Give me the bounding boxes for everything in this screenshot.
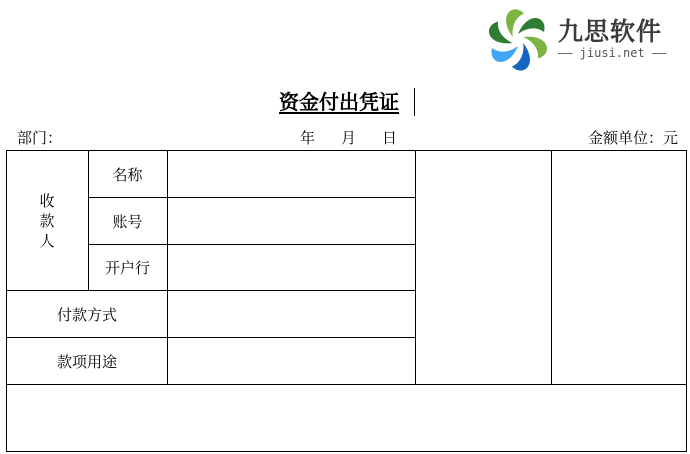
logo-company-name: 九思软件 xyxy=(558,17,663,46)
jiusi-swirl-icon xyxy=(484,6,552,74)
purpose-label: 款项用途 xyxy=(56,352,117,371)
payment-method-label: 付款方式 xyxy=(56,305,117,324)
bank-label: 开户行 xyxy=(104,259,150,277)
department-label: 部门： xyxy=(17,129,63,147)
right-column-cell[interactable] xyxy=(552,151,686,384)
document-title: 资金付出凭证 xyxy=(279,90,399,114)
name-value-cell[interactable] xyxy=(168,151,415,197)
text-cursor xyxy=(414,88,415,116)
year-label: 年 xyxy=(300,129,316,147)
amount-unit-label: 金额单位：元 xyxy=(587,129,678,147)
bank-value-cell[interactable] xyxy=(168,245,415,290)
account-label: 账号 xyxy=(112,212,143,231)
account-value-cell[interactable] xyxy=(168,198,415,244)
month-label: 月 xyxy=(341,129,357,147)
name-label: 名称 xyxy=(112,165,143,184)
logo-website: —— jiusi.net —— xyxy=(558,46,667,60)
payee-label: 收款人 xyxy=(39,192,55,250)
bottom-row-cell[interactable] xyxy=(7,385,686,451)
jiusi-logo xyxy=(484,4,684,76)
purpose-value-cell[interactable] xyxy=(168,338,415,384)
voucher-table xyxy=(6,150,687,452)
date-line xyxy=(300,127,397,148)
payment-method-value-cell[interactable] xyxy=(168,291,415,337)
middle-column-cell[interactable] xyxy=(416,151,551,384)
day-label: 日 xyxy=(382,129,398,147)
